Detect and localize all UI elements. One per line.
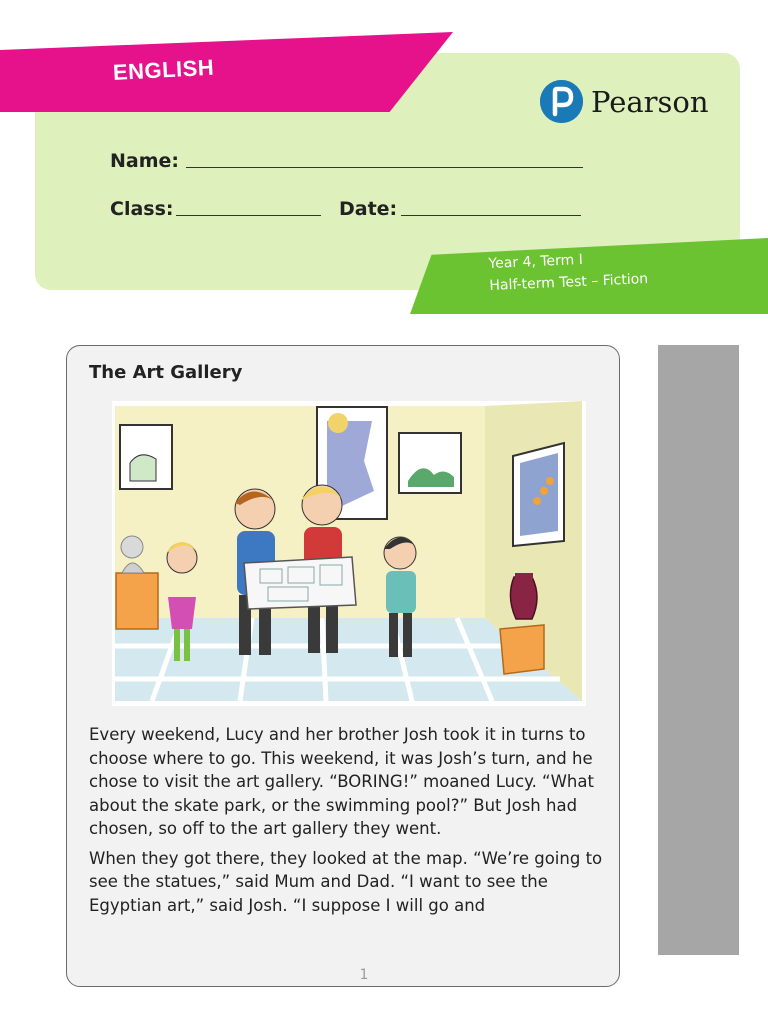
margin-bar: [658, 345, 739, 955]
class-field[interactable]: [176, 215, 321, 216]
subject-label: ENGLISH: [112, 54, 215, 85]
term-line-1: Year 4, Term I: [488, 251, 584, 272]
date-field[interactable]: [401, 215, 581, 216]
pearson-logo-icon: [540, 80, 583, 123]
story-text: [89, 723, 619, 923]
story-box: [66, 345, 620, 987]
name-field[interactable]: [186, 167, 583, 168]
gallery-illustration: [112, 401, 586, 706]
term-line-2: Half-term Test – Fiction: [489, 271, 649, 294]
publisher-name: Pearson: [591, 84, 709, 119]
story-paragraph-2: When they got there, they looked at the map. “We’re going to see the statues,” said Mum and Dad. “I want to see the Egyptian art,” said Josh. “I suppose I will go and: [89, 848, 603, 915]
story-paragraph-1: Every weekend, Lucy and her brother Josh took it in turns to choose where to go. This weekend, it was Josh’s turn, and he chose to visit the art gallery. “BORING!” moaned Lucy. “What about the skate park, or the swimming pool?” But Josh had chosen, so off to the art gallery they went.: [89, 725, 594, 838]
subject-band: [0, 32, 453, 112]
term-info: [488, 246, 649, 297]
publisher-logo: [540, 80, 709, 123]
date-label: Date:: [339, 198, 398, 220]
story-title: The Art Gallery: [89, 362, 243, 383]
page-number: 1: [359, 967, 369, 983]
class-label: Class:: [110, 198, 174, 220]
name-label: Name:: [110, 150, 180, 172]
